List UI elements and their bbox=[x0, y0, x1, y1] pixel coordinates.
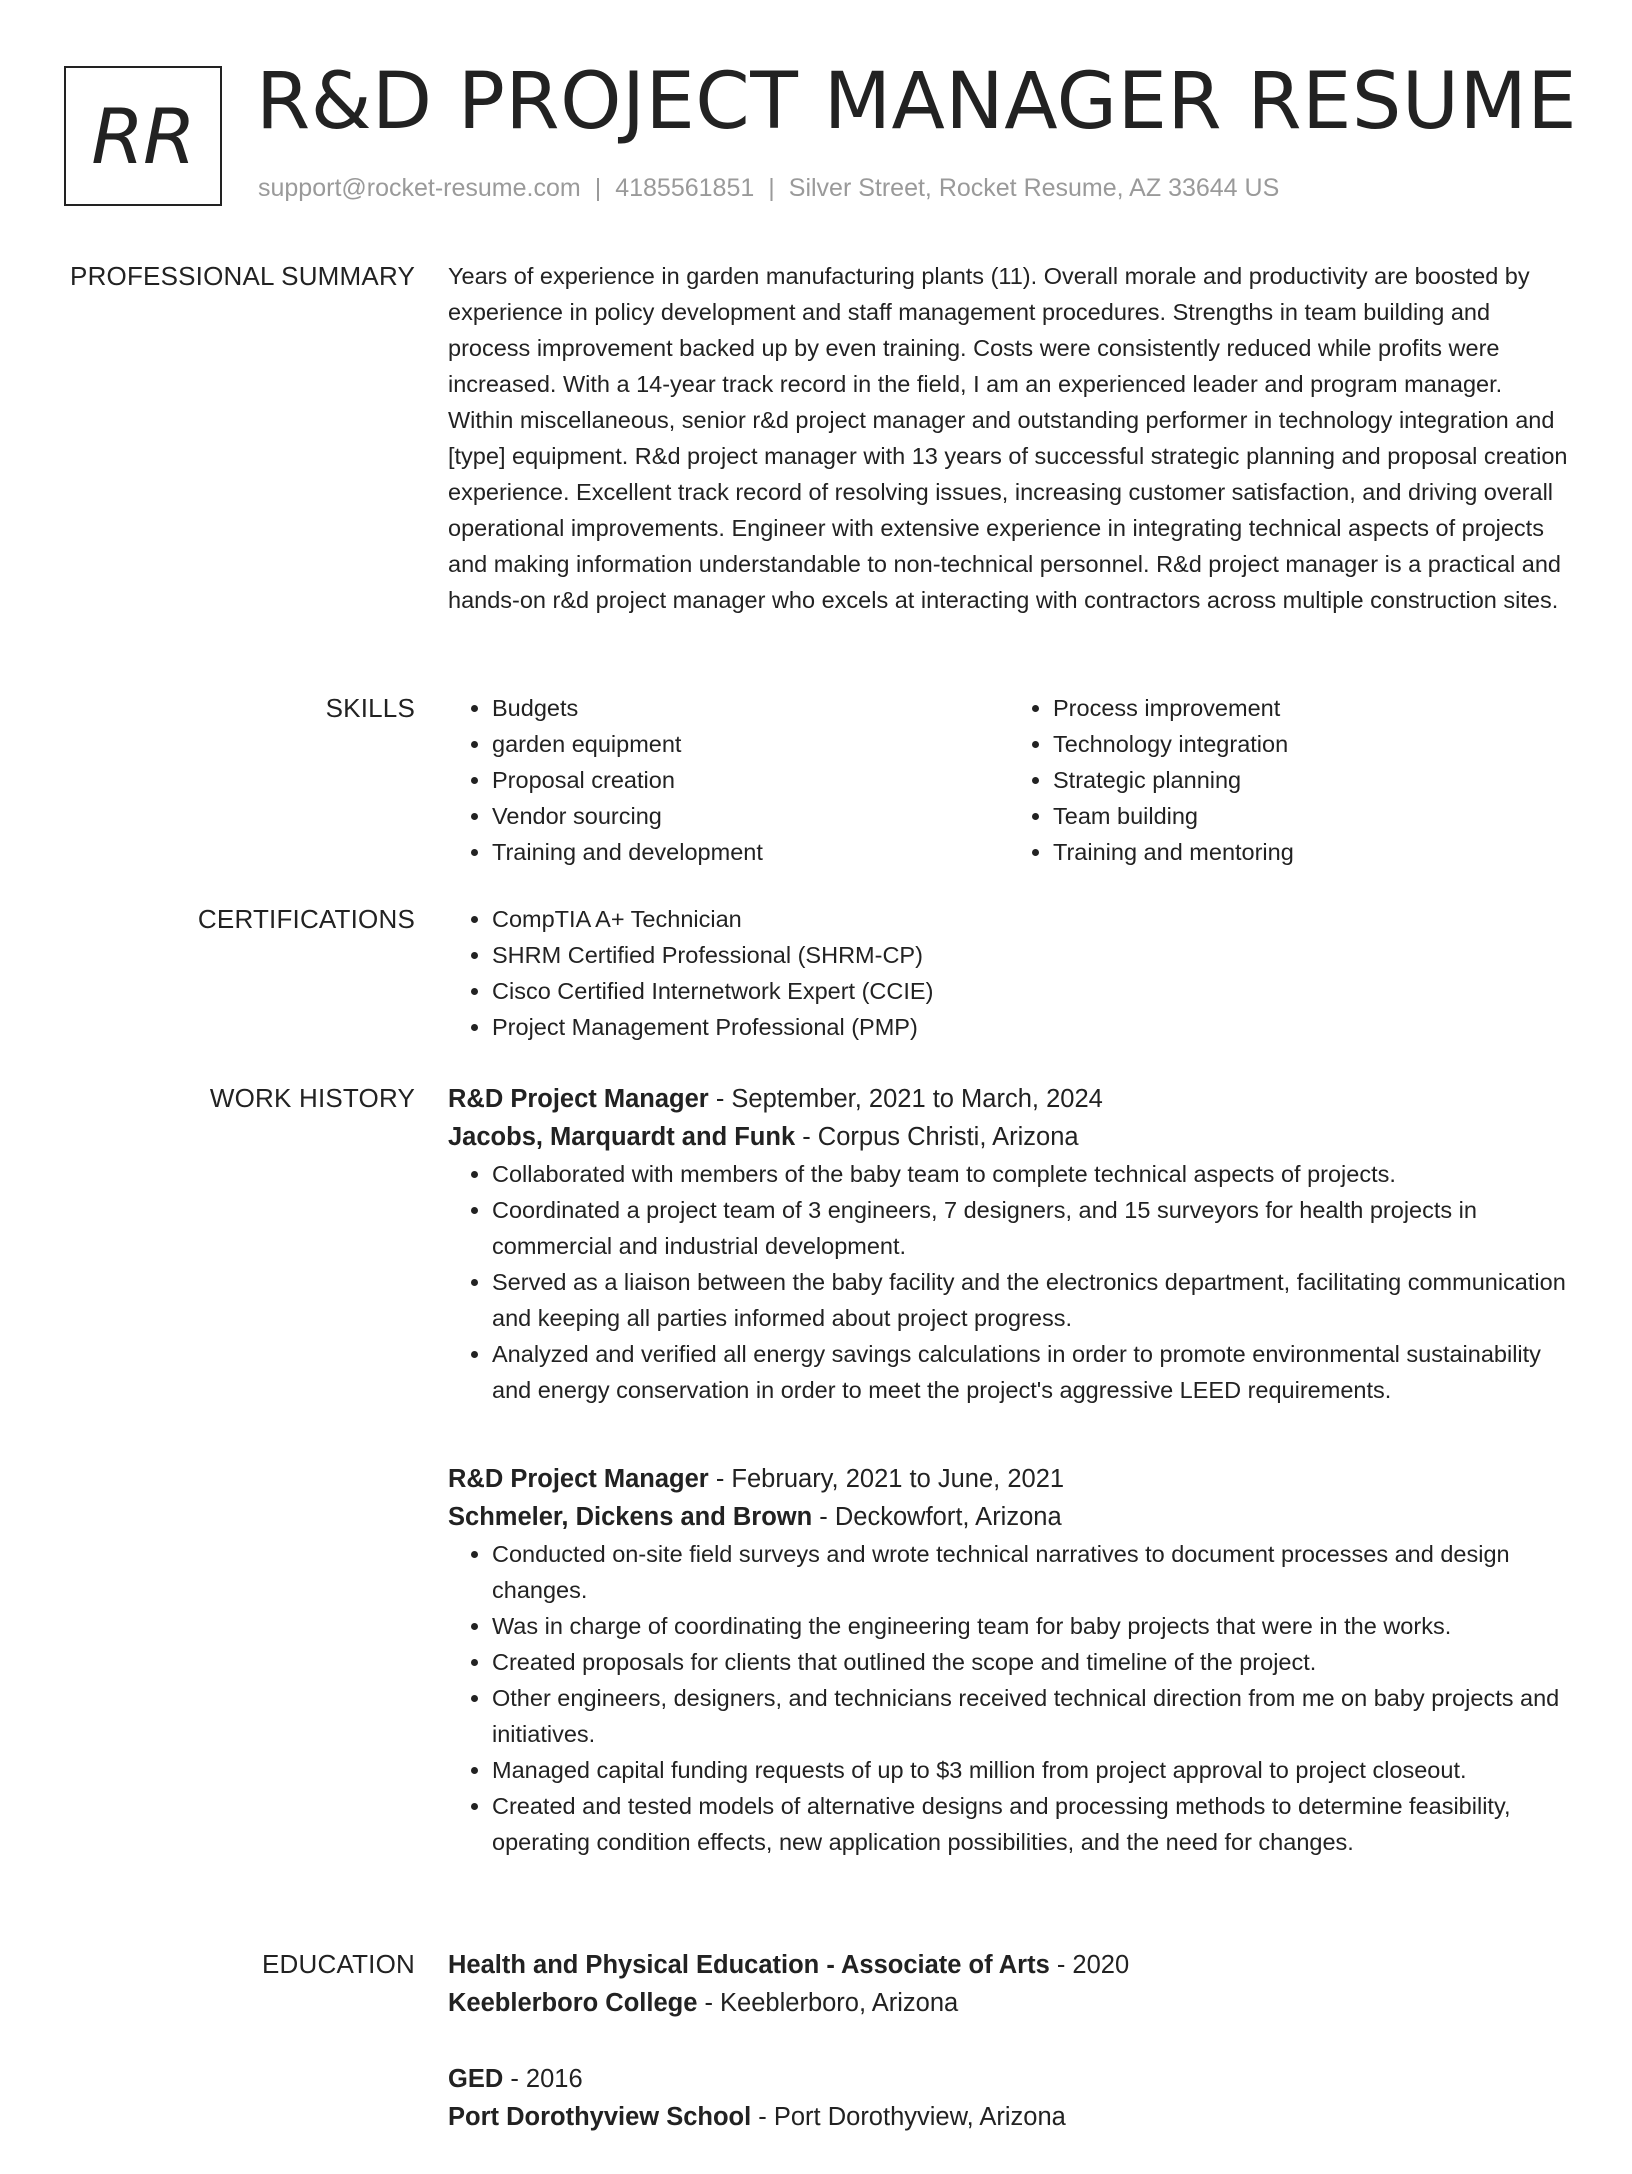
education-body bbox=[448, 1946, 1570, 2174]
summary-text: Years of experience in garden manufacturing plants (11). Overall morale and productivity are boosted by experience in policy development and staff management procedures. Strengths in team building and process improvement backed up by even training. Costs were consistently reduced while profits were increased. With a 14-year track record in the field, I am an experienced leader and program manager. Within miscellaneous, senior r&d project manager and outstanding performer in technology integration and [type] equipment. R&d project manager with 13 years of successful strategic planning and proposal creation experience. Excellent track record of resolving issues, increasing customer satisfaction, and driving overall operational improvements. Engineer with extensive experience in integrating technical aspects of projects and making information understandable to non-technical personnel. R&d project manager is a practical and hands-on r&d project manager who excels at interacting with contractors across multiple construction sites. bbox=[448, 263, 1568, 613]
job-bullet: • Analyzed and verified all energy savings calculations in order to promote environmental sustainability and energy conservation in order to meet the project's aggressive LEED requirements. bbox=[492, 1336, 1570, 1408]
job-dates: - September, 2021 to March, 2024 bbox=[708, 1085, 1103, 1113]
job-company: Jacobs, Marquardt and Funk bbox=[448, 1123, 796, 1151]
contact-phone: 4185561851 bbox=[615, 174, 755, 202]
job-company-line bbox=[448, 1498, 1570, 1536]
job-location: - Corpus Christi, Arizona bbox=[795, 1123, 1079, 1151]
job-company-line bbox=[448, 1118, 1570, 1156]
education-school: Keeblerboro College bbox=[448, 1989, 698, 2017]
education-degree: Health and Physical Education - Associate of Arts bbox=[448, 1951, 1050, 1979]
certification-item: • CompTIA A+ Technician bbox=[492, 901, 1570, 937]
skill-item: • Process improvement bbox=[1053, 690, 1570, 726]
skills-column-2 bbox=[1009, 690, 1570, 870]
job-dates: - February, 2021 to June, 2021 bbox=[708, 1465, 1065, 1493]
work-history-body bbox=[448, 1080, 1570, 1912]
job-title-line bbox=[448, 1080, 1570, 1118]
job-bullet: • Coordinated a project team of 3 engineers, 7 designers, and 15 surveyors for health projects in commercial and industrial development. bbox=[492, 1192, 1570, 1264]
skills-column-1 bbox=[448, 690, 1009, 870]
job-bullet: • Collaborated with members of the baby team to complete technical aspects of projects. bbox=[492, 1156, 1570, 1192]
skill-item: • Training and development bbox=[492, 834, 1009, 870]
monogram-logo: RR bbox=[64, 66, 222, 206]
education-school-line bbox=[448, 1984, 1570, 2022]
skill-item: • garden equipment bbox=[492, 726, 1009, 762]
certification-item: • Cisco Certified Internetwork Expert (CCIE) bbox=[492, 973, 1570, 1009]
education-degree: GED bbox=[448, 2065, 504, 2093]
job-bullet: • Conducted on-site field surveys and wrote technical narratives to document processes and design changes. bbox=[492, 1536, 1570, 1608]
contact-email: support@rocket-resume.com bbox=[258, 174, 581, 202]
education-entry bbox=[448, 1946, 1570, 2022]
certifications-heading: CERTIFICATIONS bbox=[197, 904, 415, 934]
education-degree-line bbox=[448, 1946, 1570, 1984]
skill-item: • Budgets bbox=[492, 690, 1009, 726]
summary-body bbox=[448, 258, 1570, 618]
education-school-line bbox=[448, 2098, 1570, 2136]
job-bullets bbox=[448, 1156, 1570, 1408]
summary-heading: PROFESSIONAL SUMMARY bbox=[70, 261, 415, 291]
education-school: Port Dorothyview School bbox=[448, 2103, 752, 2131]
job-bullets bbox=[448, 1536, 1570, 1860]
job-title: R&D Project Manager bbox=[448, 1085, 709, 1113]
job-entry bbox=[448, 1080, 1570, 1408]
education-degree-line bbox=[448, 2060, 1570, 2098]
job-title-line bbox=[448, 1460, 1570, 1498]
job-bullet: • Created and tested models of alternative designs and processing methods to determine feasibility, operating condition effects, new application possibilities, and the need for changes. bbox=[492, 1788, 1570, 1860]
job-bullet: • Created proposals for clients that outlined the scope and timeline of the project. bbox=[492, 1644, 1570, 1680]
job-bullet: • Other engineers, designers, and technicians received technical direction from me on baby projects and initiatives. bbox=[492, 1680, 1570, 1752]
skill-item: • Technology integration bbox=[1053, 726, 1570, 762]
certifications-list bbox=[448, 901, 1570, 1045]
contact-address: Silver Street, Rocket Resume, AZ 33644 US bbox=[788, 174, 1280, 202]
work-history-heading: WORK HISTORY bbox=[209, 1083, 415, 1113]
skill-item: • Team building bbox=[1053, 798, 1570, 834]
job-bullet: • Served as a liaison between the baby facility and the electronics department, facilitating communication and keeping all parties informed about project progress. bbox=[492, 1264, 1570, 1336]
skill-item: • Training and mentoring bbox=[1053, 834, 1570, 870]
contact-separator: | bbox=[594, 174, 602, 202]
education-location: - Port Dorothyview, Arizona bbox=[751, 2103, 1066, 2131]
education-heading: EDUCATION bbox=[262, 1949, 415, 1979]
skill-item: • Strategic planning bbox=[1053, 762, 1570, 798]
education-entry bbox=[448, 2060, 1570, 2136]
job-location: - Deckowfort, Arizona bbox=[812, 1503, 1062, 1531]
contact-line bbox=[258, 174, 1279, 203]
job-company: Schmeler, Dickens and Brown bbox=[448, 1503, 813, 1531]
skills-body bbox=[448, 690, 1570, 870]
skill-item: • Proposal creation bbox=[492, 762, 1009, 798]
certification-item: • SHRM Certified Professional (SHRM-CP) bbox=[492, 937, 1570, 973]
skills-heading: SKILLS bbox=[325, 693, 415, 723]
job-bullet: • Managed capital funding requests of up to $3 million from project approval to project closeout. bbox=[492, 1752, 1570, 1788]
job-entry bbox=[448, 1460, 1570, 1860]
certification-item: • Project Management Professional (PMP) bbox=[492, 1009, 1570, 1045]
page-title: R&D PROJECT MANAGER RESUME bbox=[256, 57, 1578, 147]
education-year: - 2016 bbox=[503, 2065, 583, 2093]
contact-separator: | bbox=[768, 174, 775, 202]
certifications-body bbox=[448, 901, 1570, 1045]
job-title: R&D Project Manager bbox=[448, 1465, 709, 1493]
skill-item: • Vendor sourcing bbox=[492, 798, 1009, 834]
education-year: - 2020 bbox=[1049, 1951, 1130, 1979]
education-location: - Keeblerboro, Arizona bbox=[697, 1989, 959, 2017]
job-bullet: • Was in charge of coordinating the engineering team for baby projects that were in the works. bbox=[492, 1608, 1570, 1644]
